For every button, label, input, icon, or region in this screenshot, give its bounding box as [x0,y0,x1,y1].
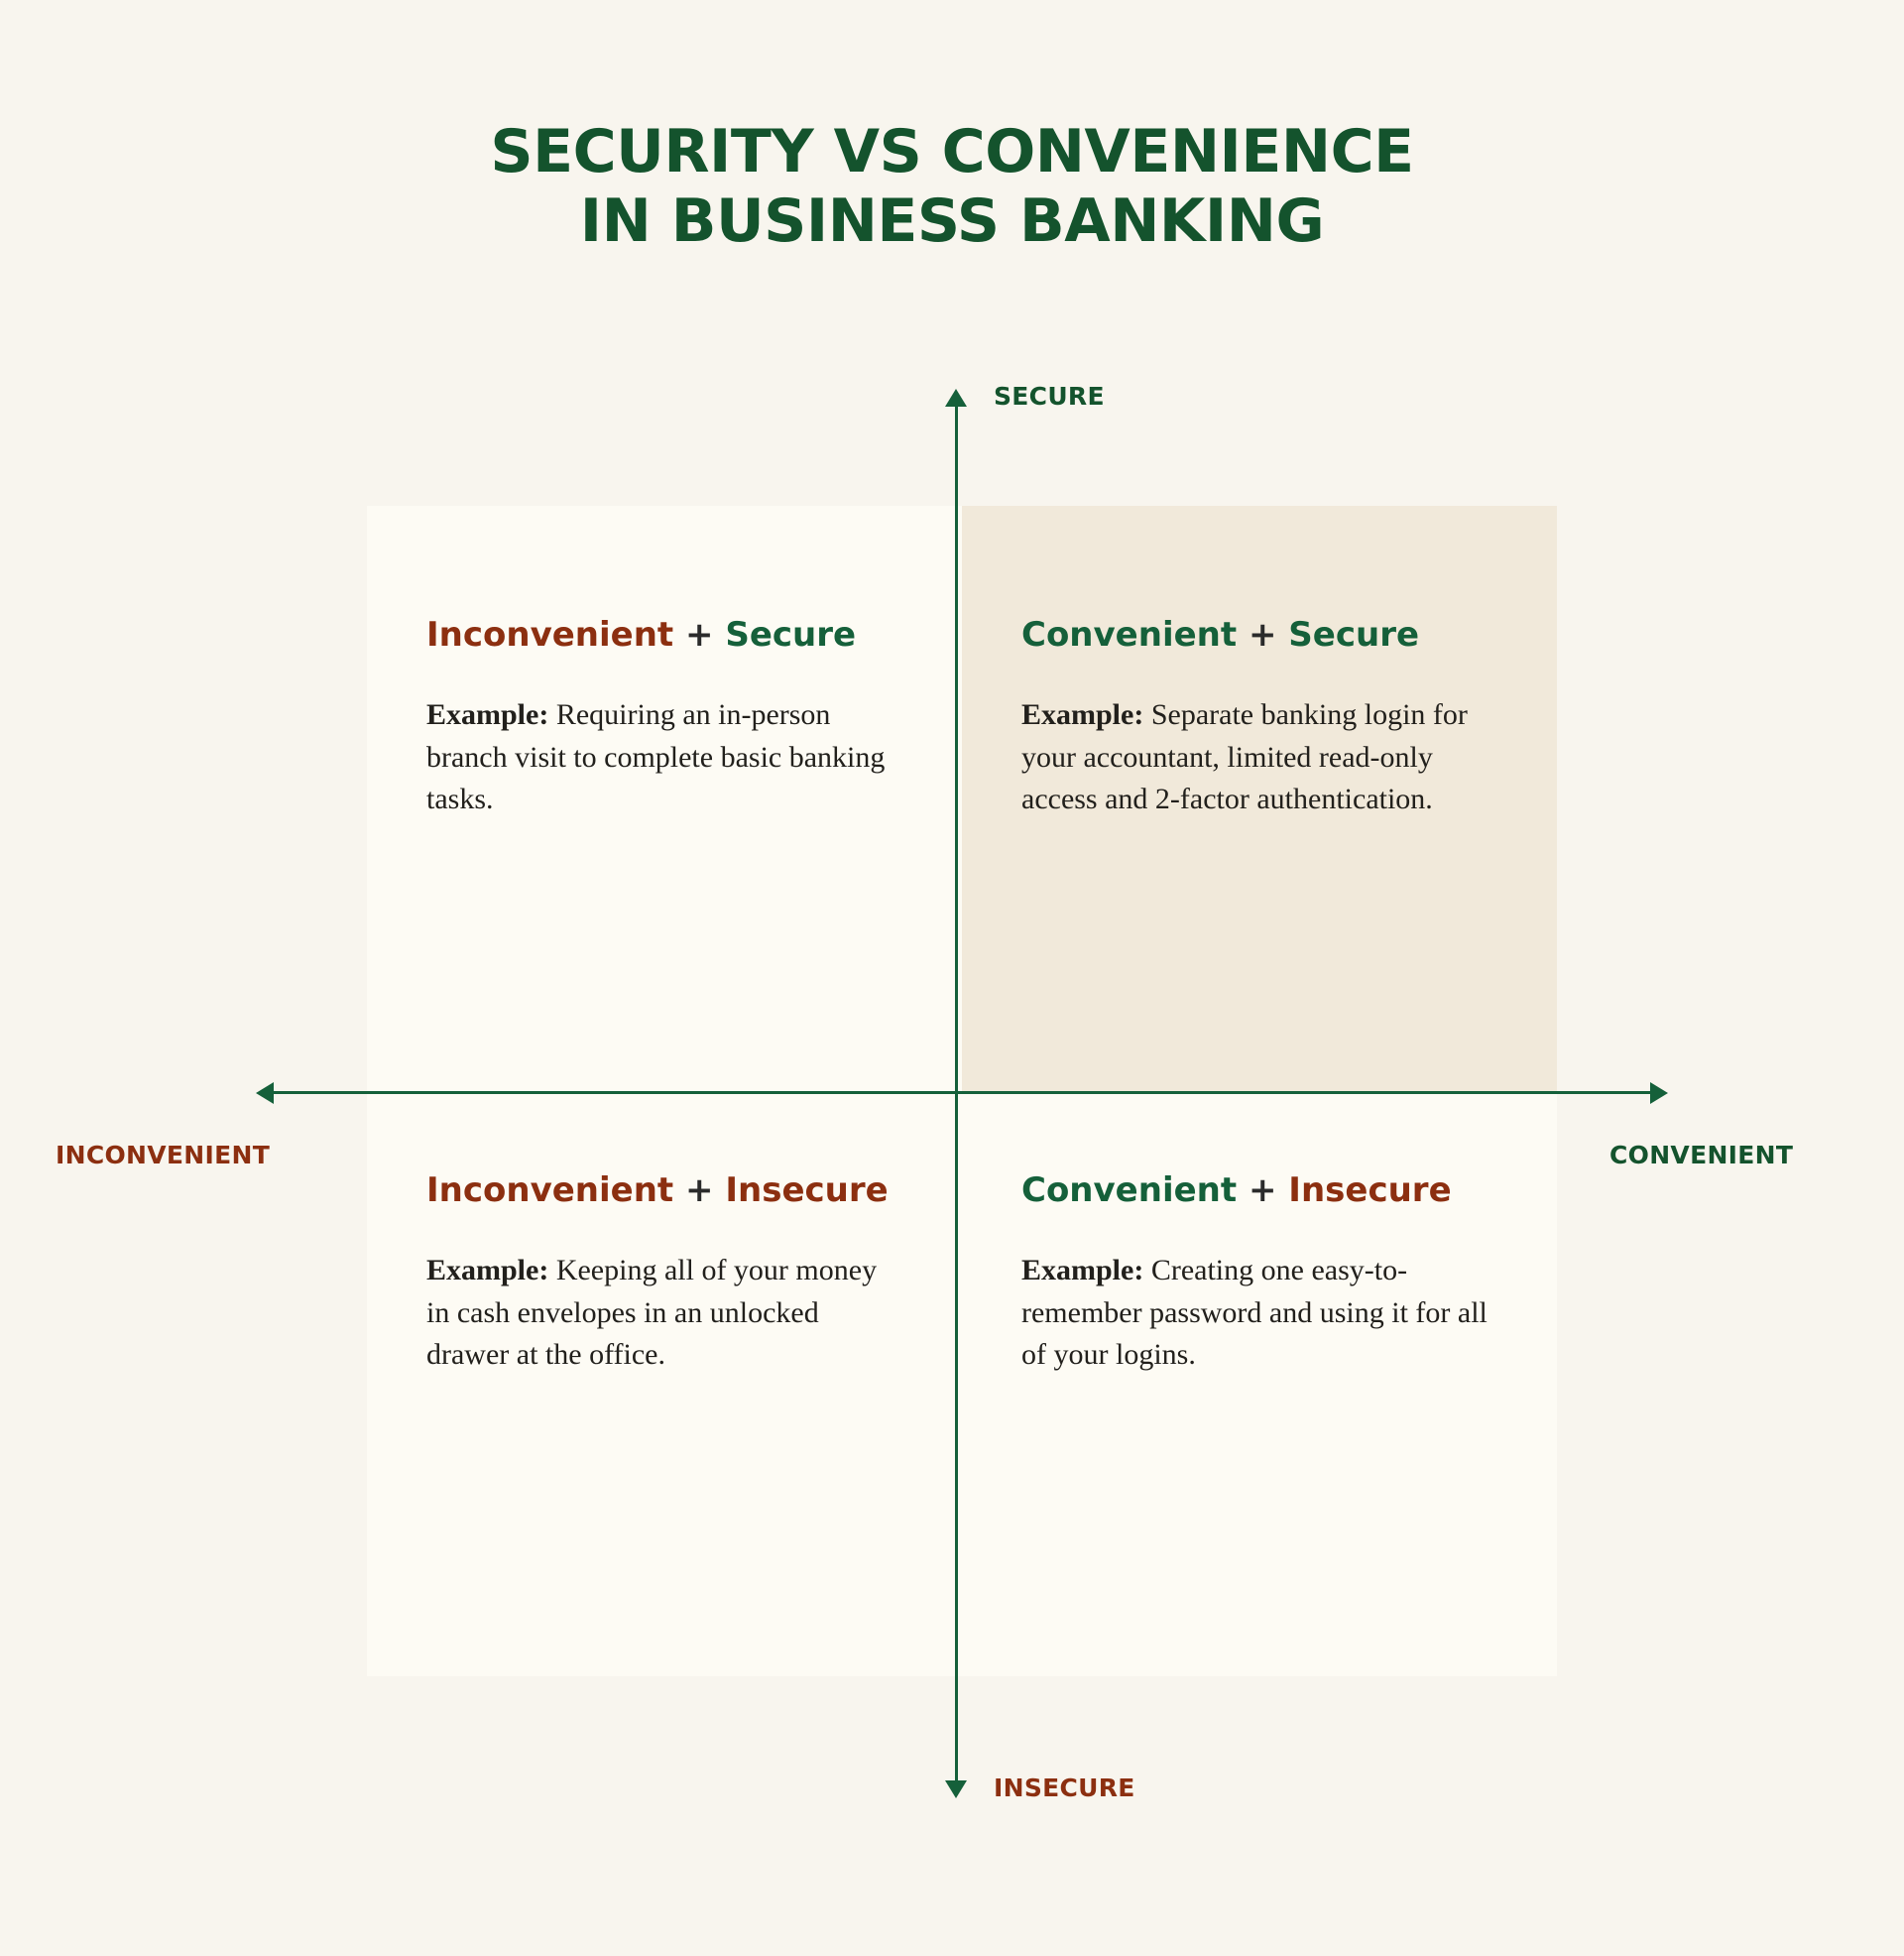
axis-label-inconvenient: INCONVENIENT [56,1141,271,1169]
axis-label-secure: SECURE [994,382,1105,411]
title-line-1: SECURITY VS CONVENIENCE [490,117,1414,186]
arrow-left-icon [256,1082,274,1104]
heading-word-secure: Secure [725,615,857,655]
heading-word-convenient: Convenient [1021,615,1238,655]
example-text: Separate banking login for your accountant, limited read-only access and 2-factor authentication. [1021,698,1468,816]
heading-word-insecure: Insecure [725,1170,889,1210]
heading-plus: + [673,615,726,655]
page-title [0,117,1904,256]
quadrant-body [1021,1250,1488,1377]
quadrant-heading [426,615,892,655]
quadrant-inconvenient-insecure [367,1091,962,1676]
quadrant-body [426,694,892,821]
quadrant-body [426,1250,892,1377]
quadrant-heading [1021,1170,1488,1210]
heading-word-inconvenient: Inconvenient [426,1170,674,1210]
heading-word-secure: Secure [1288,615,1420,655]
example-text: Creating one easy-to-remember password and using it for all of your logins. [1021,1254,1488,1372]
arrow-up-icon [945,389,967,407]
example-label: Example: [1021,1254,1144,1286]
heading-word-insecure: Insecure [1288,1170,1452,1210]
axis-label-convenient: CONVENIENT [1609,1141,1794,1169]
heading-plus: + [1237,1170,1289,1210]
title-line-2: IN BUSINESS BANKING [579,186,1325,257]
example-text: Requiring an in-person branch visit to complete basic banking tasks. [426,698,886,816]
quadrant-body [1021,694,1478,821]
heading-word-inconvenient: Inconvenient [426,615,674,655]
quadrant-inconvenient-secure [367,506,962,1091]
example-text: Keeping all of your money in cash envelopes in an unlocked drawer at the office. [426,1254,878,1372]
axis-label-insecure: INSECURE [994,1773,1135,1802]
arrow-right-icon [1650,1082,1668,1104]
example-label: Example: [426,698,549,731]
heading-word-convenient: Convenient [1021,1170,1238,1210]
heading-plus: + [1237,615,1289,655]
quadrant-convenient-secure [962,506,1557,1091]
quadrant-convenient-insecure [962,1091,1557,1676]
example-label: Example: [426,1254,549,1286]
quadrant-heading [1021,615,1488,655]
arrow-down-icon [945,1780,967,1798]
quadrant-heading [426,1170,892,1210]
example-label: Example: [1021,698,1144,731]
heading-plus: + [673,1170,726,1210]
horizontal-axis-line [263,1091,1656,1094]
